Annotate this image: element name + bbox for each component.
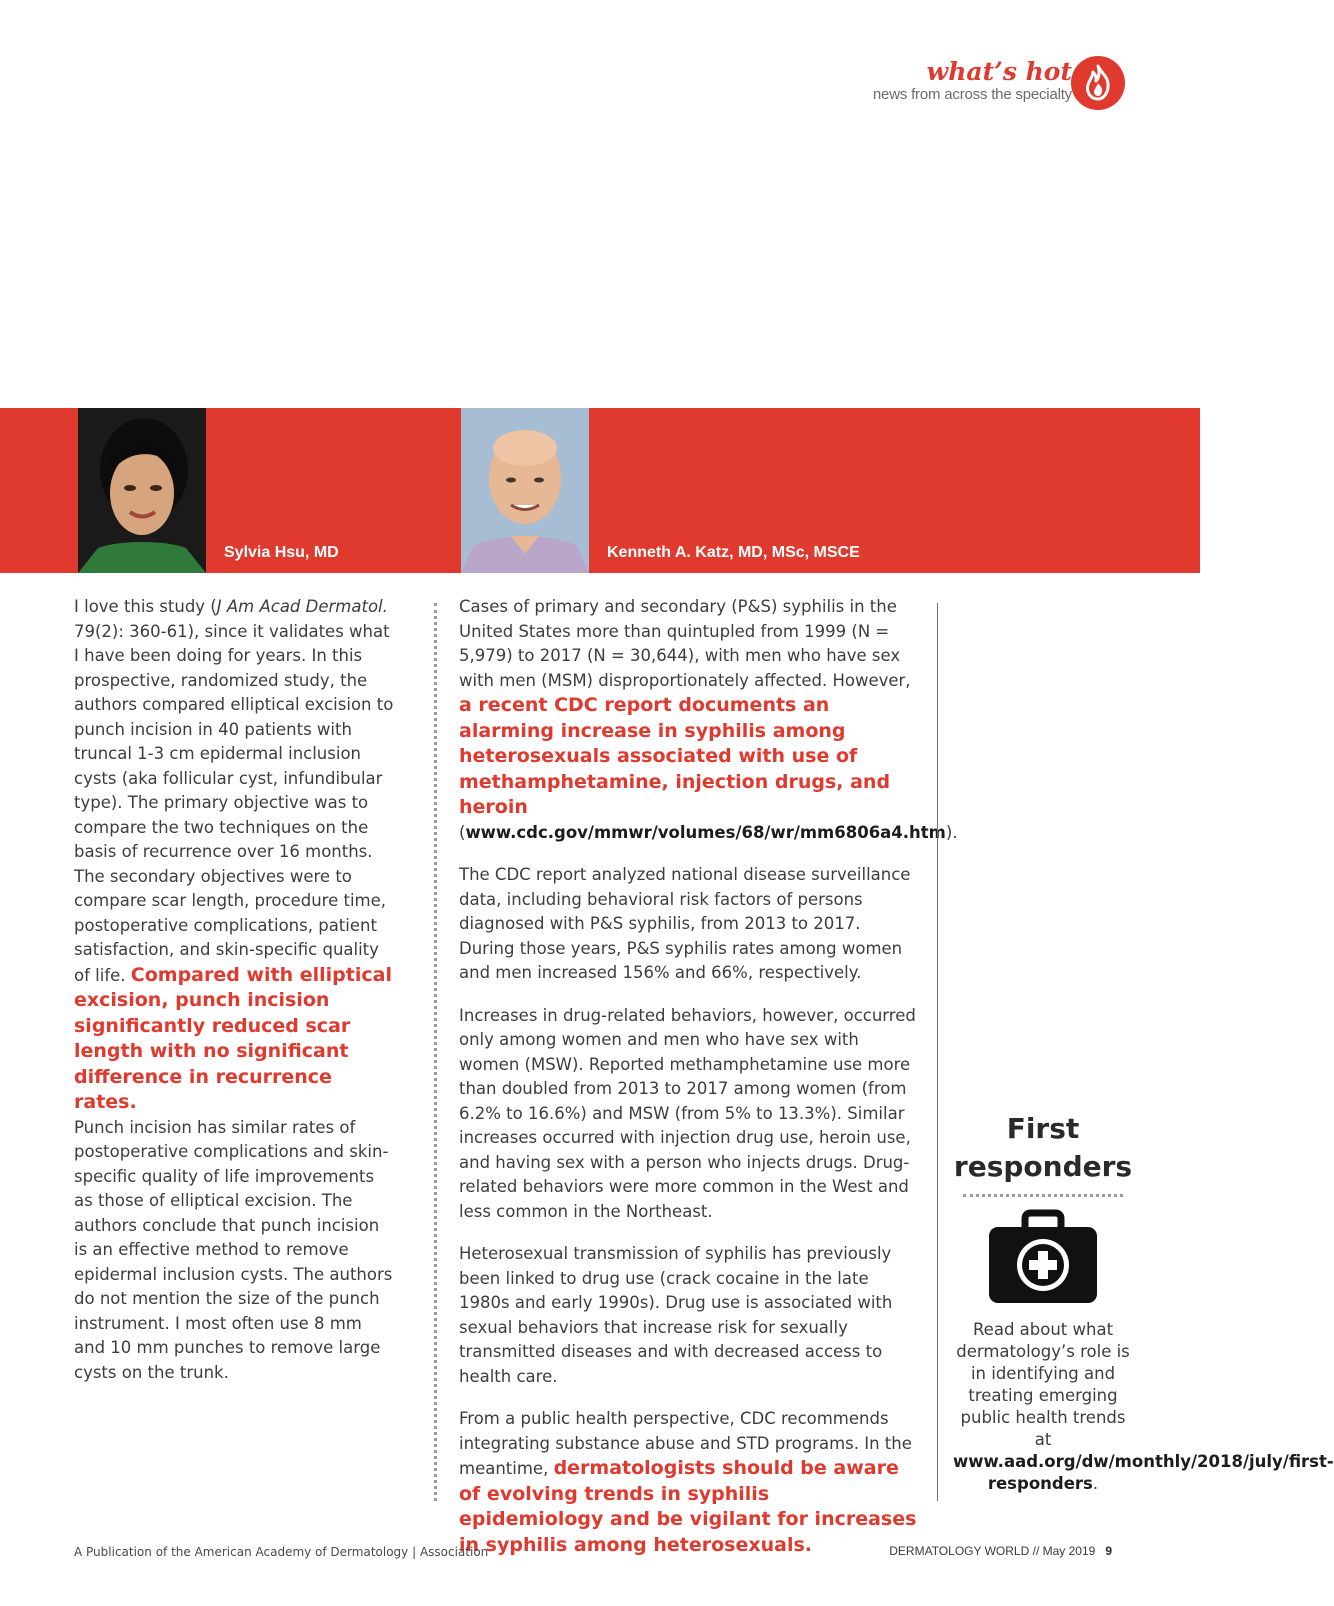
section-subtitle: news from across the specialty bbox=[872, 86, 1072, 103]
body-text: ). bbox=[945, 822, 958, 842]
body-text: . bbox=[1092, 1474, 1099, 1493]
section-header bbox=[873, 58, 1072, 104]
author-name-katz: Kenneth A. Katz, MD, MSc, MSCE bbox=[607, 544, 860, 561]
body-text: ( bbox=[459, 822, 466, 842]
highlight-text: a recent CDC report documents an alarming increase in syphilis among heterosexuals associated with use of methamphetamine, injection drugs, and heroin bbox=[459, 694, 891, 818]
author-name-hsu: Sylvia Hsu, MD bbox=[224, 544, 339, 561]
sidebar-dotted-divider bbox=[963, 1194, 1123, 1197]
body-text: Punch incision has similar rates of postoperative complications and skin-specific quality of life improvements as those of elliptical excision. The authors conclude that punch incision is an effective method to remove epidermal inclusion cysts. The authors do not mention the size of the punch instrument. I most often use 8 mm and 10 mm punches to remove large cysts on the trunk. bbox=[74, 1117, 393, 1382]
column-divider-dotted bbox=[434, 603, 437, 1501]
column-hsu bbox=[74, 595, 394, 1385]
article-paragraph: Increases in drug-related behaviors, however, occurred only among women and men who have sex with women (MSW). Reported methamphetamine use more than doubled from 2013 to 2017 among women (from 6.2% to 16.6%) and MSW (from 5% to 13.3%). Similar increases occurred with injection drug use, heroin use, and having sex with a person who injects drugs. Drug-related behaviors were more common in the West and less common in the Northeast. bbox=[459, 1005, 916, 1221]
section-title: what’s hot bbox=[926, 57, 1072, 86]
journal-citation: J Am Acad Dermatol. bbox=[216, 597, 388, 616]
author-photo-katz bbox=[461, 408, 589, 573]
body-text: 79(2): 360-61), since it validates what I have been doing for years. In this prospective, randomized study, the authors compared elliptical excision to punch incision in 40 patients with truncal 1-3 cm epidermal inclusion cysts (aka follicular cyst, infundibular type). The primary objective was to compare the two techniques on the basis of recurrence over 16 months. The secondary objectives were to compare scar length, procedure time, postoperative complications, patient satisfaction, and skin-specific quality of life. bbox=[74, 621, 394, 985]
first-responders-sidebar bbox=[953, 1110, 1334, 1495]
body-text: Read about what dermatology’s role is in identifying and treating emerging public health trends at bbox=[956, 1320, 1130, 1449]
column-katz bbox=[459, 595, 958, 1576]
article-paragraph bbox=[74, 1116, 394, 1386]
article-paragraph: The CDC report analyzed national disease surveillance data, including behavioral risk factors of persons diagnosed with P&S syphilis, from 2013 to 2017. During those years, P&S syphilis rates among women and men increased 156% and 66%, respectively. bbox=[459, 865, 911, 982]
article-paragraph bbox=[74, 595, 394, 1116]
article-paragraph: Heterosexual transmission of syphilis has previously been linked to drug use (crack cocaine in the late 1980s and early 1990s). Drug use is associated with sexual behaviors that increase risk for sexually transmitted diseases and with decreased access to health care. bbox=[459, 1244, 893, 1386]
flame-icon bbox=[1071, 56, 1125, 110]
article-paragraph bbox=[459, 1407, 919, 1558]
body-text: From a public health perspective, CDC recommends integrating substance abuse and STD programs. In the meantime, bbox=[459, 1409, 912, 1478]
first-aid-kit-icon bbox=[953, 1209, 1133, 1309]
author-band bbox=[0, 408, 1200, 573]
sidebar-title: First responders bbox=[953, 1112, 1133, 1183]
sidebar-text bbox=[953, 1319, 1334, 1495]
highlight-text: dermatologists should be aware of evolving trends in syphilis epidemiology and be vigilant for increases in syphilis among heterosexuals. bbox=[459, 1457, 917, 1556]
body-text: I love this study ( bbox=[74, 597, 217, 616]
author-photo-hsu bbox=[78, 408, 206, 573]
issue-label: DERMATOLOGY WORLD // May 2019 bbox=[889, 1544, 1096, 1558]
publication-footer: A Publication of the American Academy of Dermatology | Association bbox=[74, 1545, 489, 1559]
sidebar-divider bbox=[937, 603, 938, 1501]
cdc-report-link[interactable]: www.cdc.gov/mmwr/volumes/68/wr/mm6806a4.htm bbox=[465, 822, 946, 842]
issue-footer bbox=[889, 1544, 1112, 1558]
article-paragraph bbox=[459, 595, 958, 845]
body-text: Cases of primary and secondary (P&S) syphilis in the United States more than quintupled from 1999 (N = 5,979) to 2017 (N = 30,644), with men who have sex with men (MSM) disproportionately affected. However, bbox=[459, 597, 911, 690]
page-number: 9 bbox=[1105, 1544, 1112, 1558]
first-responders-link[interactable]: www.aad.org/dw/monthly/2018/july/first-responders bbox=[953, 1452, 1334, 1493]
highlight-text: Compared with elliptical excision, punch incision significantly reduced scar length with no significant difference in recurrence rates. bbox=[74, 963, 392, 1113]
